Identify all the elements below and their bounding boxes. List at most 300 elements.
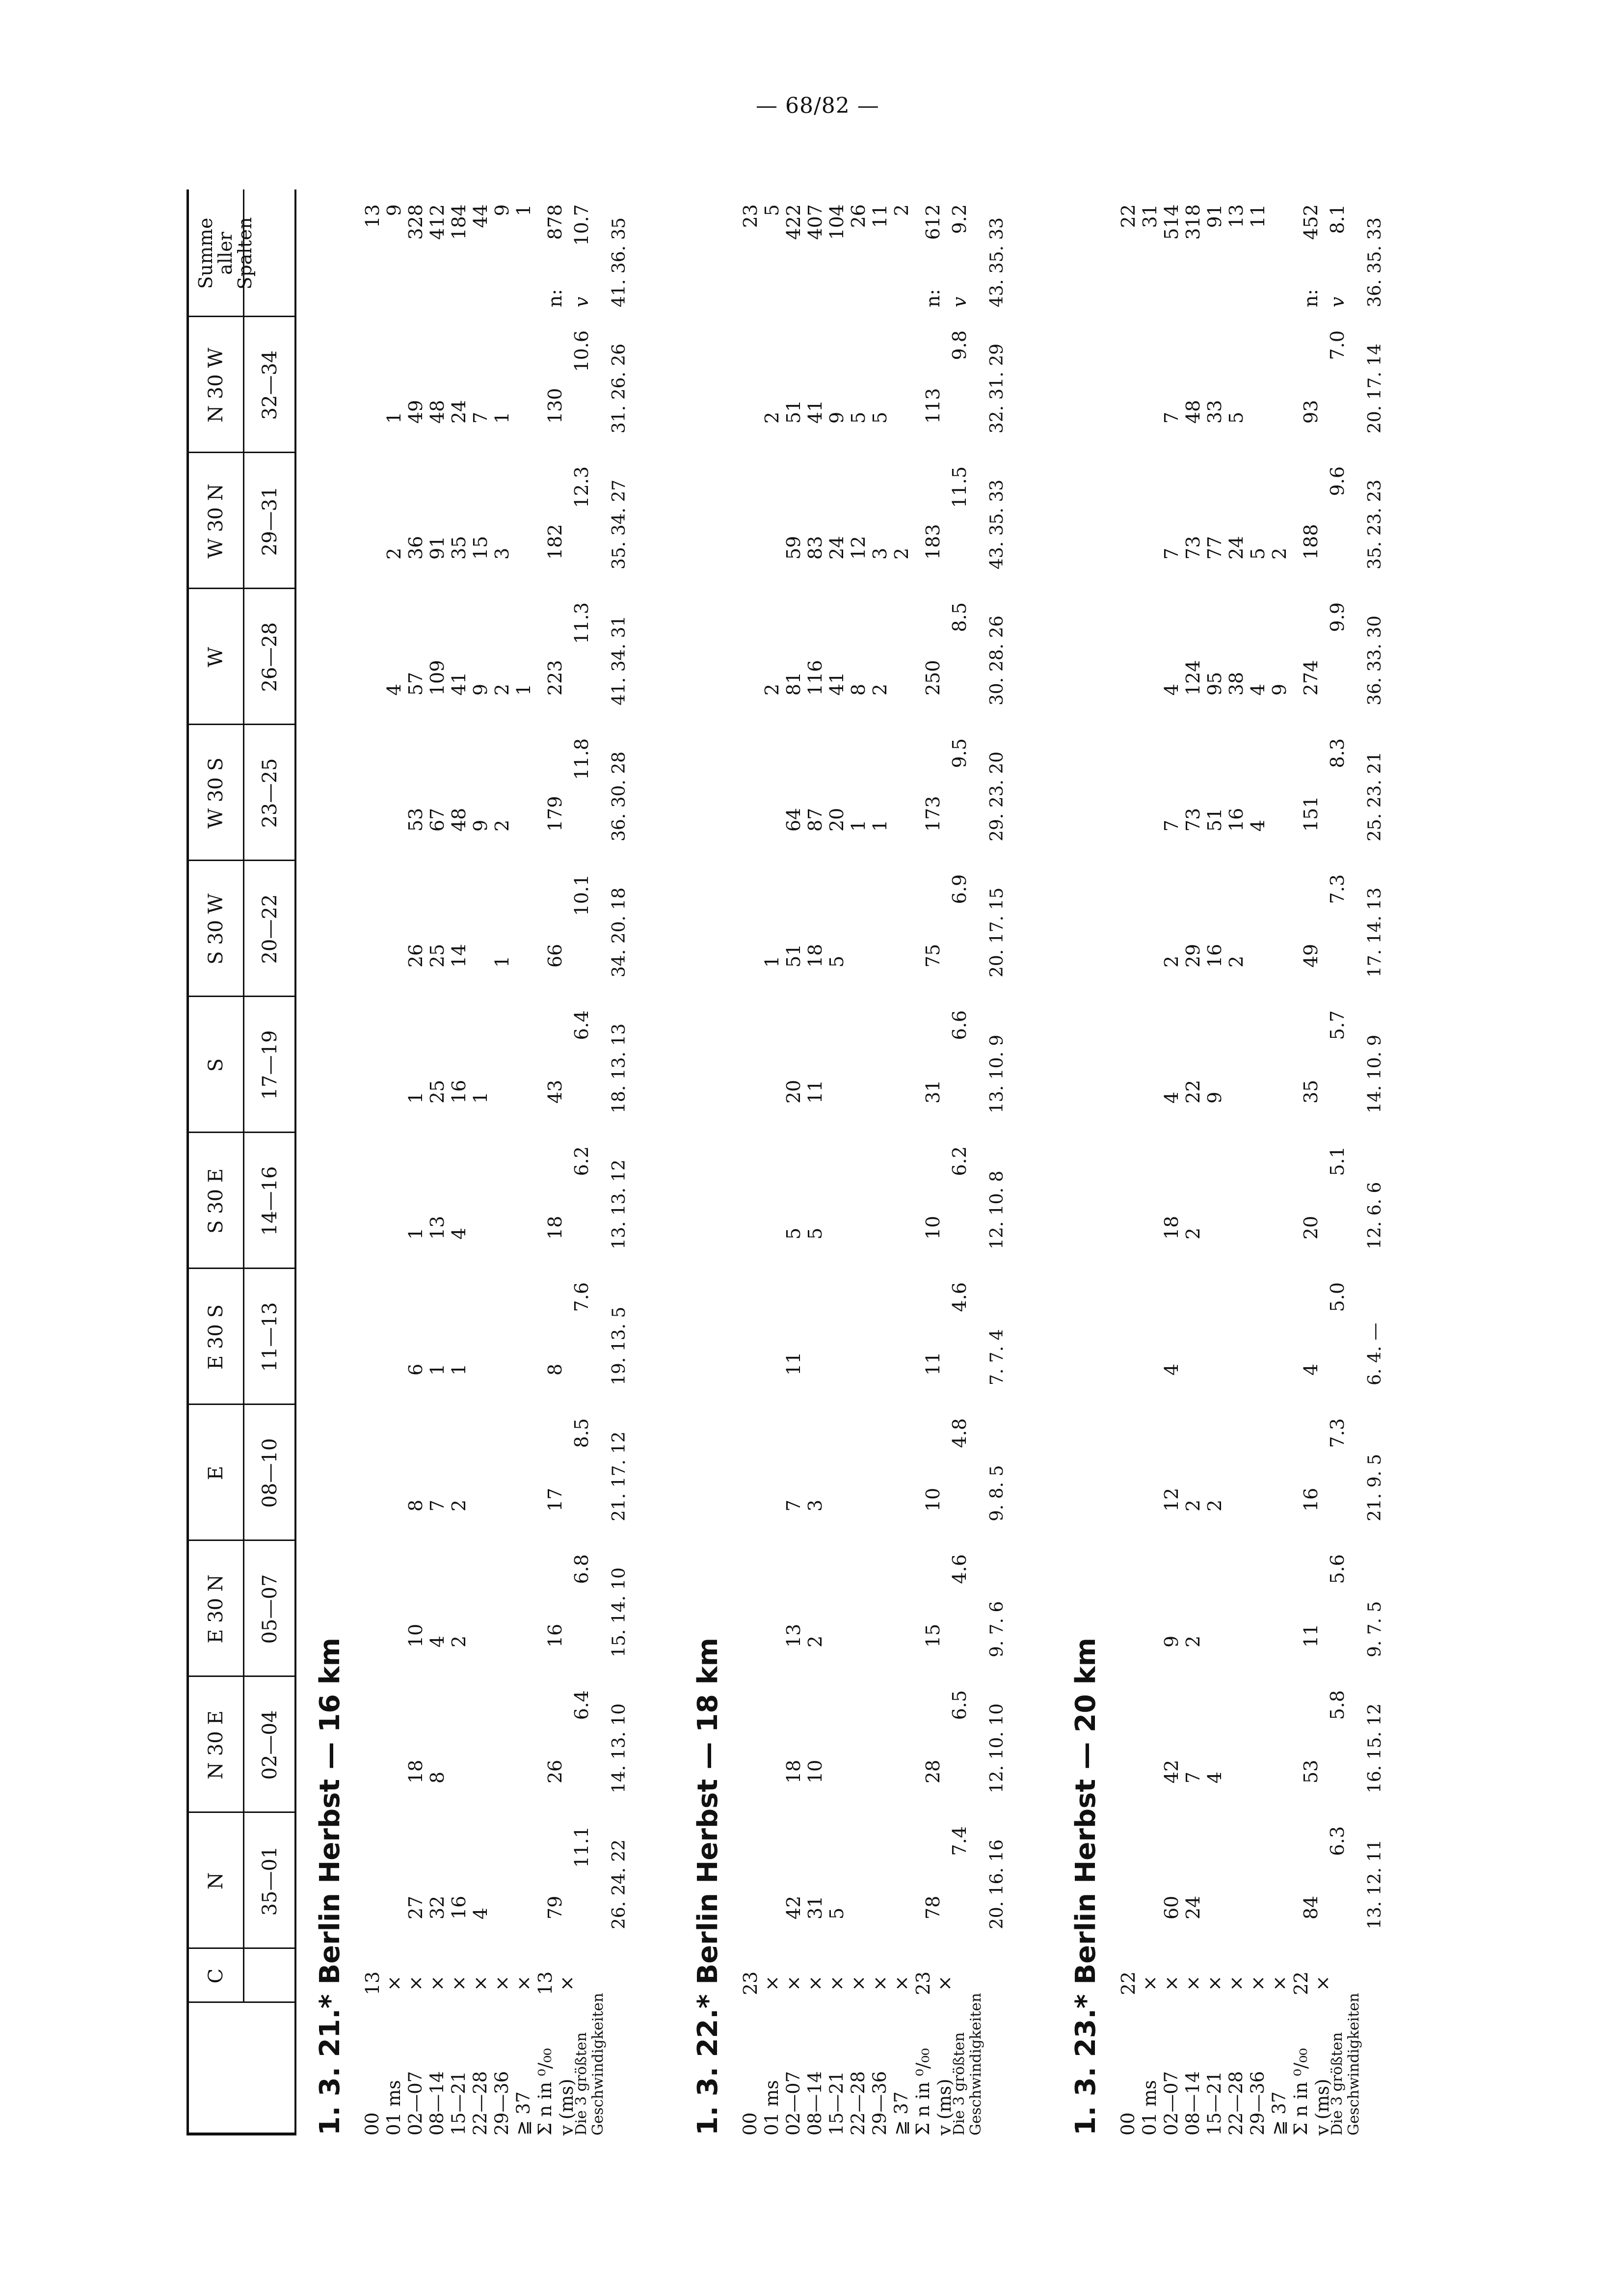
cell-value: 5 <box>848 411 869 424</box>
cell-value: 2 <box>448 1499 470 1512</box>
c-value: × <box>491 1975 513 1991</box>
cell-value: 5 <box>804 1227 826 1240</box>
cell-value: 11 <box>804 1080 826 1104</box>
header-col-divider <box>186 996 296 997</box>
row-label: Σ n in ⁰/₀₀ <box>534 2048 556 2135</box>
cell-value: 16 <box>448 1080 470 1104</box>
cell-value: 2 <box>1161 955 1182 968</box>
header-mid-rule <box>243 189 244 2003</box>
c-value: × <box>405 1975 426 1991</box>
top3-speeds: 31. 26. 26 <box>609 343 629 433</box>
cell-value: 87 <box>804 808 826 832</box>
sum-value: 184 <box>448 204 470 240</box>
row-label: Geschwindigkeiten <box>1345 1993 1362 2135</box>
cell-value: 41 <box>448 672 470 696</box>
header-dir-8: S 30 W <box>205 893 227 965</box>
header-range-11: 29—31 <box>259 486 281 556</box>
cell-value: 73 <box>1182 536 1204 560</box>
header-range-6: 14—16 <box>259 1166 281 1236</box>
c-value: × <box>513 1975 534 1991</box>
cell-value: 173 <box>922 796 944 832</box>
row-label: 08—14 <box>426 2071 448 2135</box>
cell-value: 42 <box>1161 1759 1182 1783</box>
cell-value: 41 <box>826 672 848 696</box>
row-label: 01 ms <box>761 2080 782 2135</box>
cell-value: 18 <box>783 1759 804 1783</box>
top3-speeds: 13. 12. 11 <box>1365 1839 1385 1929</box>
cell-value: 91 <box>426 536 448 560</box>
cell-value: 64 <box>783 808 804 832</box>
cell-value: 24 <box>1182 1895 1204 1919</box>
cell-value: 26 <box>405 944 426 968</box>
cell-value: 7 <box>1182 1771 1204 1783</box>
sum-value: 328 <box>405 204 426 240</box>
header-col-divider <box>186 1132 296 1133</box>
cell-value: 42 <box>783 1895 804 1919</box>
cell-value: 13 <box>783 1623 804 1648</box>
sum-n: 452 <box>1300 204 1322 240</box>
cell-value: 9 <box>1161 1635 1182 1648</box>
cell-value: 32 <box>426 1895 448 1919</box>
row-label: 29—36 <box>491 2071 512 2135</box>
cell-value: 57 <box>405 672 426 696</box>
cell-value: 20 <box>1300 1216 1322 1240</box>
top3-speeds: 29. 23. 20 <box>987 751 1007 841</box>
cell-value: 109 <box>426 660 448 696</box>
c-value: × <box>891 1975 912 1991</box>
sum-value: 422 <box>783 204 804 240</box>
c-value: 23 <box>740 1971 761 1996</box>
cell-value: 18 <box>405 1759 426 1783</box>
speed-value: 5.8 <box>1327 1690 1348 1720</box>
c-value: × <box>470 1975 491 1991</box>
speed-value: 10.6 <box>571 330 592 372</box>
c-value: × <box>1161 1975 1182 1991</box>
c-value: × <box>556 1975 578 1991</box>
cell-value: 1 <box>383 411 405 424</box>
sum-top3: 43. 35. 33 <box>987 217 1007 307</box>
sum-value: 31 <box>1139 204 1161 228</box>
speed-value: 11.1 <box>571 1826 592 1868</box>
sum-n-prefix: n: <box>544 289 566 307</box>
row-label: 29—36 <box>1247 2071 1268 2135</box>
row-label: 02—07 <box>1161 2071 1182 2135</box>
speed-value: 7.4 <box>949 1826 970 1856</box>
cell-value: 151 <box>1300 796 1322 832</box>
cell-value: 51 <box>1204 808 1225 832</box>
cell-value: 31 <box>804 1895 826 1919</box>
c-value: × <box>934 1975 956 1991</box>
cell-value: 1 <box>513 683 534 696</box>
cell-value: 24 <box>448 400 470 424</box>
row-label: 02—07 <box>405 2071 426 2135</box>
cell-value: 116 <box>804 660 826 696</box>
cell-value: 75 <box>922 944 944 968</box>
cell-value: 79 <box>544 1895 566 1919</box>
cell-value: 5 <box>783 1227 804 1240</box>
row-label: ≧ 37 <box>513 2091 534 2135</box>
cell-value: 4 <box>470 1907 491 1919</box>
top3-speeds: 21. 9. 5 <box>1365 1454 1385 1521</box>
cell-value: 9 <box>1204 1091 1225 1104</box>
cell-value: 73 <box>1182 808 1204 832</box>
cell-value: 4 <box>426 1635 448 1648</box>
row-label: 02—07 <box>783 2071 804 2135</box>
row-label: 15—21 <box>448 2071 469 2135</box>
speed-value: 7.6 <box>571 1282 592 1312</box>
top3-speeds: 34. 20. 18 <box>609 887 629 977</box>
cell-value: 2 <box>1204 1499 1225 1512</box>
cell-value: 3 <box>491 547 513 560</box>
header-dir-6: S 30 E <box>205 1168 227 1234</box>
cell-value: 51 <box>783 944 804 968</box>
cell-value: 77 <box>1204 536 1225 560</box>
header-col-divider <box>186 588 296 589</box>
cell-value: 130 <box>544 388 566 424</box>
cell-value: 4 <box>1247 819 1269 832</box>
top3-speeds: 7. 7. 4 <box>987 1329 1007 1385</box>
cell-value: 14 <box>448 944 470 968</box>
cell-value: 9 <box>1269 683 1290 696</box>
cell-value: 2 <box>1225 955 1247 968</box>
cell-value: 7 <box>1161 411 1182 424</box>
cell-value: 51 <box>783 400 804 424</box>
row-label: 01 ms <box>1139 2080 1160 2135</box>
speed-value: 6.5 <box>949 1690 970 1720</box>
header-col-divider <box>186 1404 296 1405</box>
header-top-rule <box>186 189 189 2135</box>
top3-speeds: 36. 33. 30 <box>1365 615 1385 705</box>
top3-speeds: 9. 7. 6 <box>987 1601 1007 1657</box>
c-value: 22 <box>1117 1971 1139 1996</box>
cell-value: 20 <box>783 1080 804 1104</box>
header-sum-label: Summe aller Spalten <box>195 217 256 290</box>
row-label: Geschwindigkeiten <box>589 1993 607 2135</box>
header-col-divider <box>186 452 296 453</box>
rotated-table <box>186 177 1394 2135</box>
cell-value: 4 <box>1247 683 1269 696</box>
header-col-divider <box>186 1540 296 1541</box>
cell-value: 2 <box>491 819 513 832</box>
sum-value: 5 <box>761 204 783 216</box>
cell-value: 4 <box>1161 1363 1182 1376</box>
cell-value: 35 <box>448 536 470 560</box>
sum-value: 91 <box>1204 204 1225 228</box>
sum-n-prefix: n: <box>1300 289 1322 307</box>
c-value: × <box>1269 1975 1290 1991</box>
sum-value: 407 <box>804 204 826 240</box>
top3-speeds: 16. 15. 12 <box>1365 1703 1385 1793</box>
row-label: Die 3 größten <box>951 2032 968 2135</box>
cell-value: 17 <box>544 1487 566 1512</box>
header-col-divider <box>186 1268 296 1269</box>
cell-value: 1 <box>848 819 869 832</box>
cell-value: 4 <box>1300 1363 1322 1376</box>
top3-speeds: 6. 4. — <box>1365 1323 1385 1385</box>
sum-v-prefix: v <box>571 297 592 307</box>
sum-value: 22 <box>1117 204 1139 228</box>
top3-speeds: 35. 23. 23 <box>1365 479 1385 569</box>
cell-value: 18 <box>1161 1216 1182 1240</box>
sum-value: 26 <box>848 204 869 228</box>
speed-value: 6.2 <box>949 1146 970 1176</box>
cell-value: 4 <box>448 1227 470 1240</box>
c-value: × <box>1204 1975 1225 1991</box>
cell-value: 7 <box>426 1499 448 1512</box>
cell-value: 12 <box>1161 1487 1182 1512</box>
row-label: Σ n in ⁰/₀₀ <box>1290 2048 1311 2135</box>
header-dir-3: E 30 N <box>205 1574 227 1644</box>
top3-speeds: 9. 7. 5 <box>1365 1601 1385 1657</box>
cell-value: 274 <box>1300 660 1322 696</box>
cell-value: 1 <box>405 1227 426 1240</box>
speed-value: 8.5 <box>571 1418 592 1448</box>
header-dir-11: W 30 N <box>205 484 227 559</box>
cell-value: 2 <box>891 547 912 560</box>
top3-speeds: 21. 17. 12 <box>609 1431 629 1521</box>
top3-speeds: 12. 10. 8 <box>987 1170 1007 1249</box>
cell-value: 11 <box>783 1351 804 1376</box>
sum-value: 2 <box>891 204 912 216</box>
c-value: × <box>383 1975 405 1991</box>
cell-value: 4 <box>1161 683 1182 696</box>
cell-value: 20 <box>826 808 848 832</box>
header-dir-4: E <box>205 1465 227 1481</box>
cell-value: 25 <box>426 944 448 968</box>
c-value: 13 <box>534 1971 556 1996</box>
speed-value: 4.6 <box>949 1282 970 1312</box>
header-range-10: 26—28 <box>259 622 281 692</box>
table-left-rule <box>186 2133 296 2135</box>
sum-n-prefix: n: <box>922 289 944 307</box>
cell-value: 7 <box>1161 547 1182 560</box>
cell-value: 2 <box>491 683 513 696</box>
header-label-divider <box>186 2001 296 2003</box>
cell-value: 11 <box>922 1351 944 1376</box>
c-value: × <box>869 1975 891 1991</box>
c-value: × <box>848 1975 869 1991</box>
top3-speeds: 19. 13. 5 <box>609 1306 629 1385</box>
cell-value: 26 <box>544 1759 566 1783</box>
sum-value: 104 <box>826 204 848 240</box>
cell-value: 93 <box>1300 400 1322 424</box>
cell-value: 16 <box>1225 808 1247 832</box>
row-label: 15—21 <box>826 2071 847 2135</box>
cell-value: 24 <box>1225 536 1247 560</box>
row-label: 00 <box>1117 2112 1139 2135</box>
section-title-2: 1. 3. 23.* Berlin Herbst — 20 km <box>1070 1637 1102 2135</box>
row-label: 15—21 <box>1204 2071 1225 2135</box>
speed-value: 10.1 <box>571 874 592 916</box>
sum-v: 9.2 <box>949 204 970 234</box>
cell-value: 5 <box>1247 547 1269 560</box>
cell-value: 10 <box>922 1216 944 1240</box>
cell-value: 2 <box>448 1635 470 1648</box>
cell-value: 11 <box>1300 1623 1322 1648</box>
cell-value: 2 <box>761 683 783 696</box>
cell-value: 59 <box>783 536 804 560</box>
speed-value: 9.9 <box>1327 602 1348 632</box>
c-value: 23 <box>912 1971 934 1996</box>
header-dir-10: W <box>205 647 227 668</box>
top3-speeds: 30. 28. 26 <box>987 615 1007 705</box>
header-range-5: 11—13 <box>259 1302 281 1372</box>
cell-value: 3 <box>869 547 891 560</box>
cell-value: 2 <box>1182 1499 1204 1512</box>
header-range-4: 08—10 <box>259 1438 281 1508</box>
page-number: — 68/82 — <box>756 93 879 118</box>
cell-value: 113 <box>922 388 944 424</box>
c-value: × <box>448 1975 470 1991</box>
speed-value: 11.3 <box>571 602 592 644</box>
sum-v-prefix: v <box>1327 297 1348 307</box>
cell-value: 9 <box>470 819 491 832</box>
speed-value: 8.5 <box>949 602 970 632</box>
top3-speeds: 36. 30. 28 <box>609 751 629 841</box>
cell-value: 5 <box>1225 411 1247 424</box>
speed-value: 5.1 <box>1327 1146 1348 1176</box>
row-label: 29—36 <box>869 2071 890 2135</box>
row-label: 00 <box>362 2112 383 2135</box>
cell-value: 2 <box>1182 1227 1204 1240</box>
top3-speeds: 20. 16. 16 <box>987 1839 1007 1929</box>
c-value: × <box>783 1975 804 1991</box>
cell-value: 18 <box>804 944 826 968</box>
sum-value: 13 <box>1225 204 1247 228</box>
top3-speeds: 41. 34. 31 <box>609 615 629 705</box>
cell-value: 2 <box>804 1635 826 1648</box>
row-label: ≧ 37 <box>1269 2091 1290 2135</box>
c-value: × <box>426 1975 448 1991</box>
cell-value: 16 <box>544 1623 566 1648</box>
cell-value: 49 <box>405 400 426 424</box>
top3-speeds: 18. 13. 13 <box>609 1023 629 1113</box>
cell-value: 27 <box>405 1895 426 1919</box>
cell-value: 7 <box>783 1499 804 1512</box>
cell-value: 15 <box>470 536 491 560</box>
c-value: 22 <box>1290 1971 1312 1996</box>
speed-value: 7.3 <box>1327 1418 1348 1448</box>
cell-value: 28 <box>922 1759 944 1783</box>
row-label: 08—14 <box>1182 2071 1203 2135</box>
header-range-2: 02—04 <box>259 1710 281 1780</box>
top3-speeds: 13. 13. 12 <box>609 1159 629 1249</box>
cell-value: 48 <box>448 808 470 832</box>
cell-value: 8 <box>426 1771 448 1783</box>
cell-value: 182 <box>544 524 566 560</box>
c-value: × <box>1247 1975 1269 1991</box>
cell-value: 10 <box>405 1623 426 1648</box>
sum-value: 514 <box>1161 204 1182 240</box>
sum-n: 878 <box>544 204 566 240</box>
cell-value: 33 <box>1204 400 1225 424</box>
speed-value: 7.0 <box>1327 330 1348 360</box>
sum-value: 23 <box>740 204 761 228</box>
sum-value: 1 <box>513 204 534 216</box>
cell-value: 49 <box>1300 944 1322 968</box>
cell-value: 48 <box>426 400 448 424</box>
sum-top3: 41. 36. 35 <box>609 217 629 307</box>
cell-value: 1 <box>761 955 783 968</box>
top3-speeds: 9. 8. 5 <box>987 1465 1007 1521</box>
header-range-3: 05—07 <box>259 1574 281 1644</box>
speed-value: 4.8 <box>949 1418 970 1448</box>
row-label: v (ms) <box>556 2079 577 2135</box>
c-value: × <box>1225 1975 1247 1991</box>
speed-value: 11.8 <box>571 738 592 780</box>
cell-value: 179 <box>544 796 566 832</box>
top3-speeds: 14. 10. 9 <box>1365 1034 1385 1113</box>
row-label: v (ms) <box>934 2079 955 2135</box>
header-dir-2: N 30 E <box>205 1710 227 1780</box>
cell-value: 4 <box>1161 1091 1182 1104</box>
cell-value: 53 <box>405 808 426 832</box>
cell-value: 31 <box>922 1080 944 1104</box>
cell-value: 35 <box>1300 1080 1322 1104</box>
header-sum-divider <box>186 316 296 317</box>
header-range-7: 17—19 <box>259 1030 281 1100</box>
cell-value: 1 <box>448 1363 470 1376</box>
cell-value: 7 <box>470 411 491 424</box>
cell-value: 3 <box>804 1499 826 1512</box>
row-label: Geschwindigkeiten <box>967 1993 984 2135</box>
header-range-9: 23—25 <box>259 758 281 828</box>
cell-value: 188 <box>1300 524 1322 560</box>
c-value: × <box>1139 1975 1161 1991</box>
top3-speeds: 20. 17. 14 <box>1365 343 1385 433</box>
header-bottom-rule <box>294 189 296 2135</box>
cell-value: 83 <box>804 536 826 560</box>
sum-v: 8.1 <box>1327 204 1348 234</box>
top3-speeds: 43. 35. 33 <box>987 479 1007 569</box>
speed-value: 6.9 <box>949 874 970 904</box>
cell-value: 10 <box>804 1759 826 1783</box>
sum-value: 9 <box>383 204 405 216</box>
cell-value: 8 <box>405 1499 426 1512</box>
header-col-divider <box>186 1675 296 1677</box>
cell-value: 9 <box>826 411 848 424</box>
cell-value: 95 <box>1204 672 1225 696</box>
cell-value: 16 <box>1204 944 1225 968</box>
header-col-divider <box>186 724 296 725</box>
speed-value: 5.7 <box>1327 1010 1348 1040</box>
row-label: Σ n in ⁰/₀₀ <box>912 2048 933 2135</box>
cell-value: 36 <box>405 536 426 560</box>
speed-value: 5.0 <box>1327 1282 1348 1312</box>
cell-value: 2 <box>761 411 783 424</box>
c-value: × <box>804 1975 826 1991</box>
cell-value: 1 <box>869 819 891 832</box>
top3-speeds: 35. 34. 27 <box>609 479 629 569</box>
top3-speeds: 26. 24. 22 <box>609 1839 629 1929</box>
cell-value: 1 <box>470 1091 491 1104</box>
speed-value: 11.5 <box>949 466 970 508</box>
header-dir-5: E 30 S <box>205 1304 227 1370</box>
header-dir-7: S <box>205 1058 227 1072</box>
cell-value: 5 <box>826 955 848 968</box>
top3-speeds: 14. 13. 10 <box>609 1703 629 1793</box>
cell-value: 78 <box>922 1895 944 1919</box>
header-dir-12: N 30 W <box>205 348 227 423</box>
speed-value: 6.4 <box>571 1690 592 1720</box>
speed-value: 5.6 <box>1327 1554 1348 1584</box>
cell-value: 41 <box>804 400 826 424</box>
cell-value: 1 <box>491 411 513 424</box>
speed-value: 6.2 <box>571 1146 592 1176</box>
sum-value: 412 <box>426 204 448 240</box>
row-label: Die 3 größten <box>1329 2032 1346 2135</box>
cell-value: 223 <box>544 660 566 696</box>
